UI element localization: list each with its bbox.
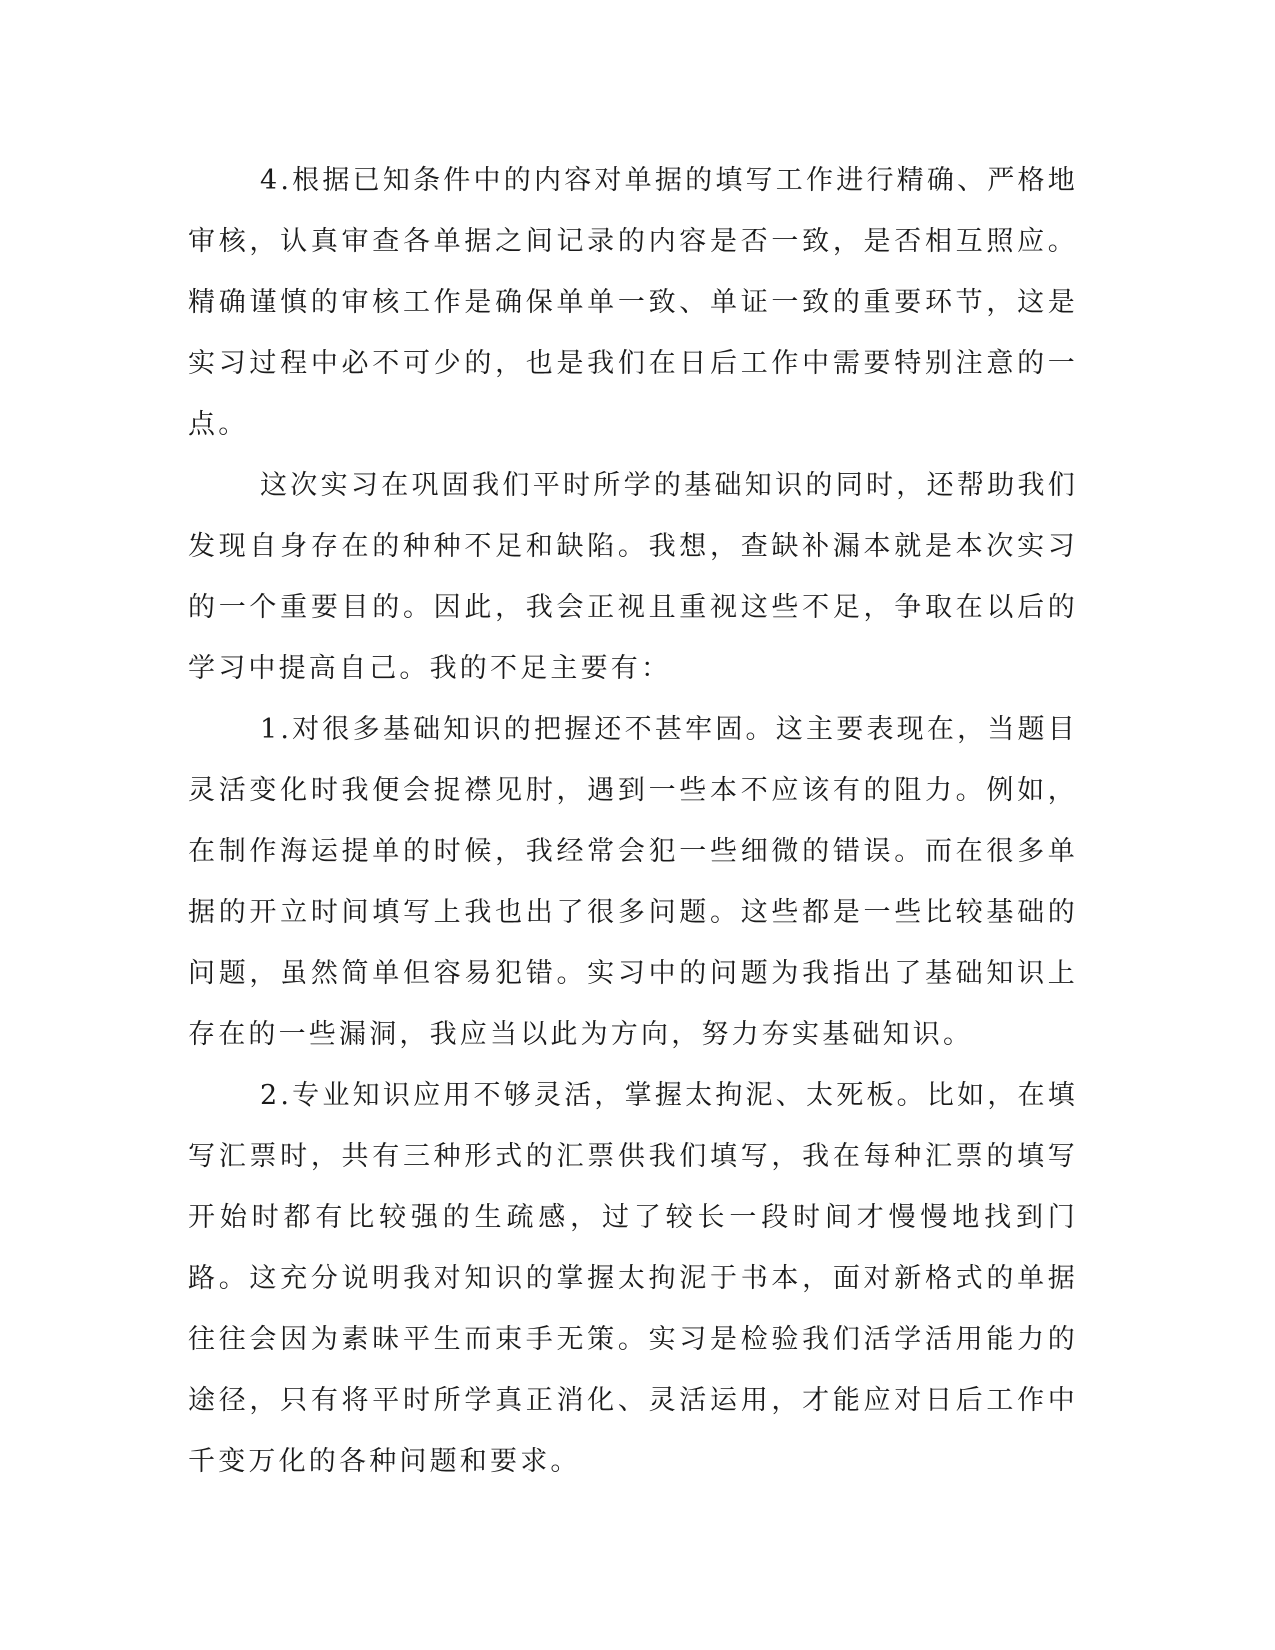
paragraph-shortcoming-1: 1.对很多基础知识的把握还不甚牢固。这主要表现在，当题目灵活变化时我便会捉襟见肘，遇到一些本不应该有的阻力。例如，在制作海运提单的时候，我经常会犯一些细微的错误。而在很多单据的开立时间填写上我也出了很多问题。这些都是一些比较基础的问题，虽然简单但容易犯错。实习中的问题为我指出了基础知识上存在的一些漏洞，我应当以此为方向，努力夯实基础知识。 <box>188 714 1078 1050</box>
paragraph-internship-reflection: 这次实习在巩固我们平时所学的基础知识的同时，还帮助我们发现自身存在的种种不足和缺陷。我想，查缺补漏本就是本次实习的一个重要目的。因此，我会正视且重视这些不足，争取在以后的学习中提高自己。我的不足主要有： <box>188 470 1078 684</box>
document-page <box>188 150 1078 1492</box>
paragraph-review-step-4: 4.根据已知条件中的内容对单据的填写工作进行精确、严格地审核，认真审查各单据之间记录的内容是否一致，是否相互照应。精确谨慎的审核工作是确保单单一致、单证一致的重要环节，这是实习过程中必不可少的，也是我们在日后工作中需要特别注意的一点。 <box>188 165 1078 440</box>
paragraph-shortcoming-2: 2.专业知识应用不够灵活，掌握太拘泥、太死板。比如，在填写汇票时，共有三种形式的汇票供我们填写，我在每种汇票的填写开始时都有比较强的生疏感，过了较长一段时间才慢慢地找到门路。这充分说明我对知识的掌握太拘泥于书本，面对新格式的单据往往会因为素昧平生而束手无策。实习是检验我们活学活用能力的途径，只有将平时所学真正消化、灵活运用，才能应对日后工作中千变万化的各种问题和要求。 <box>188 1080 1078 1477</box>
